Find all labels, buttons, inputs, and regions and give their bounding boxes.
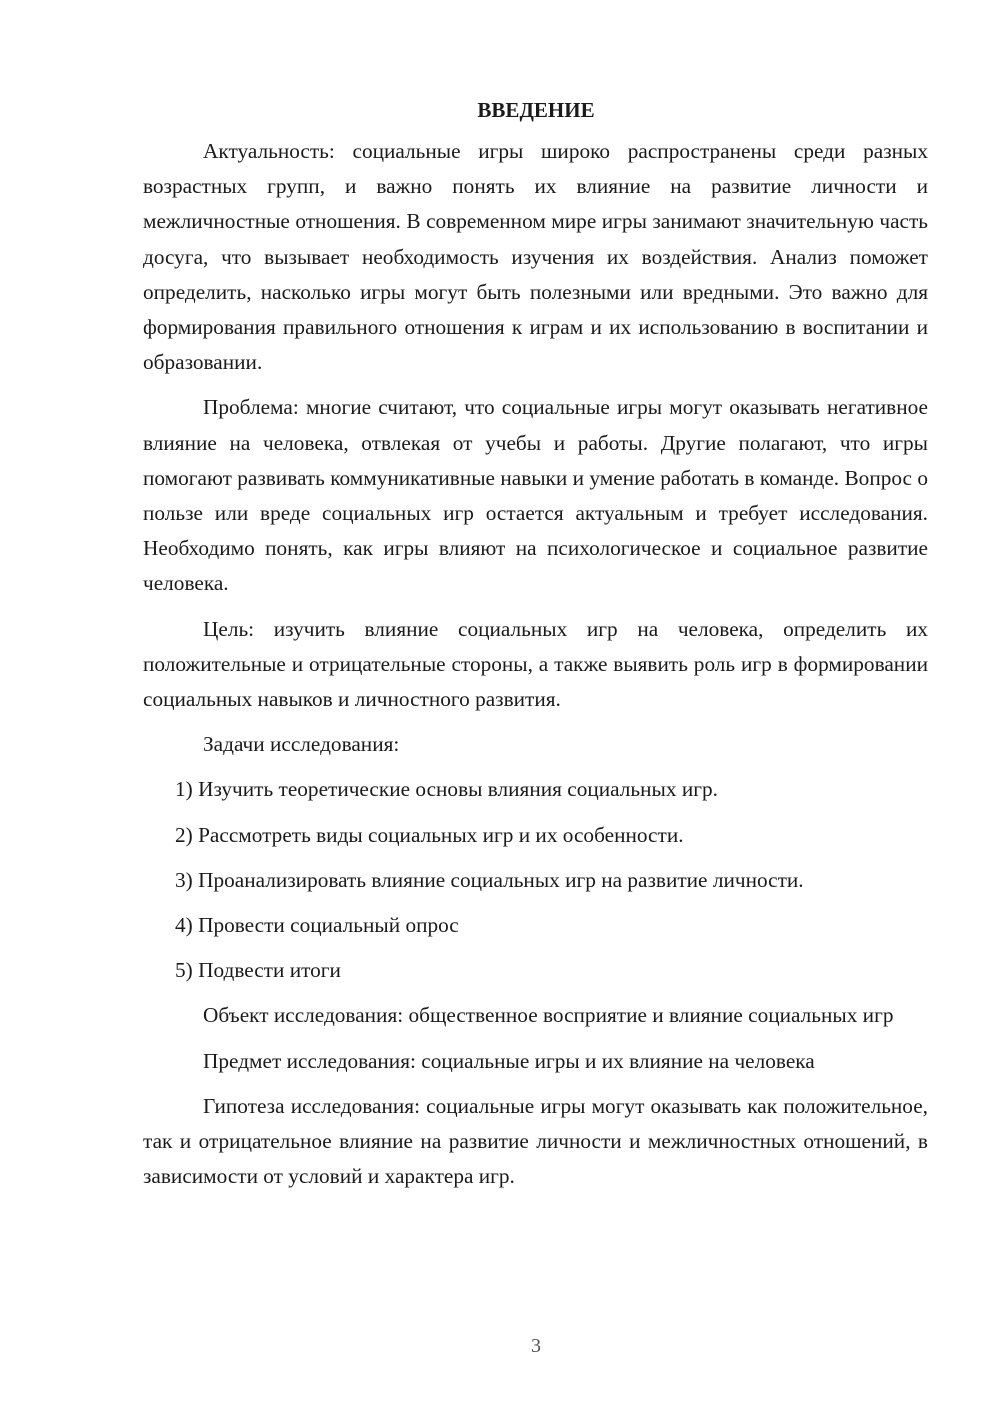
tasks-list <box>143 772 928 988</box>
goal-paragraph: Цель: изучить влияние социальных игр на человека, определить их положительные и отрицательные стороны, а также выявить роль игр в формировании социальных навыков и личностного развития. <box>143 616 928 712</box>
list-item: 1) Изучить теоретические основы влияния социальных игр. <box>175 777 718 802</box>
page-number: 3 <box>531 1335 541 1357</box>
relevance-paragraph: Актуальность: социальные игры широко распространены среди разных возрастных групп, и важно понять их влияние на развитие личности и межличностные отношения. В современном мире игры занимают значительную часть досуга, что вызывает необходимость изучения их воздействия. Анализ поможет определить, насколько игры могут быть полезными или вредными. Это важно для формирования правильного отношения к играм и их использованию в воспитании и образовании. <box>143 139 928 375</box>
list-item: 2) Рассмотреть виды социальных игр и их особенности. <box>175 822 684 847</box>
hypothesis-paragraph: Гипотеза исследования: социальные игры могут оказывать как положительное, так и отрицательное влияние на развитие личности и межличностных отношений, в зависимости от условий и характера игр. <box>143 1093 928 1189</box>
page-title: ВВЕДЕНИЕ <box>477 98 595 122</box>
list-item: 4) Провести социальный опрос <box>175 913 459 938</box>
problem-paragraph: Проблема: многие считают, что социальные игры могут оказывать негативное влияние на человека, отвлекая от учебы и работы. Другие полагают, что игры помогают развивать коммуникативные навыки и умение работать в команде. Вопрос о пользе или вреде социальных игр остается актуальным и требует исследования. Необходимо понять, как игры влияют на психологическое и социальное развитие человека. <box>143 395 928 596</box>
list-item: 3) Проанализировать влияние социальных игр на развитие личности. <box>175 867 804 892</box>
list-item: 5) Подвести итоги <box>175 958 341 983</box>
subject-paragraph: Предмет исследования: социальные игры и их влияние на человека <box>203 1048 815 1073</box>
document-page <box>143 92 928 1204</box>
object-paragraph: Объект исследования: общественное восприятие и влияние социальных игр <box>203 1003 894 1028</box>
tasks-heading: Задачи исследования: <box>203 732 400 757</box>
